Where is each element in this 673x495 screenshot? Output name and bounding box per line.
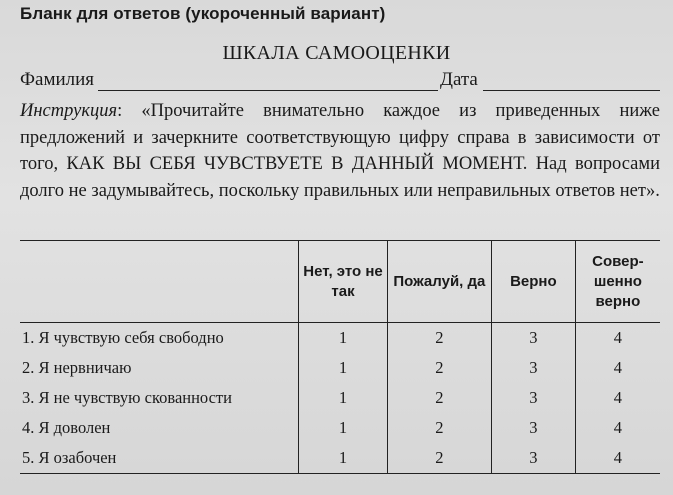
instruction-label: Инструкция [20,101,118,121]
sheet-heading: Бланк для ответов (укороченный вариант) [20,4,386,23]
table-row [20,383,660,413]
rating-option[interactable]: 3 [491,383,575,413]
rating-option[interactable]: 3 [491,443,575,474]
rating-option[interactable]: 3 [491,353,575,383]
statement-cell: 1. Я чувствую себя свободно [22,328,224,347]
surname-label: Фамилия [20,69,95,90]
rating-option[interactable]: 2 [387,383,491,413]
rating-option[interactable]: 3 [491,413,575,443]
surname-line [98,90,438,91]
rating-option[interactable]: 1 [299,413,388,443]
date-label: Дата [440,69,478,90]
date-line [483,90,660,91]
scale-title: ШКАЛА САМООЦЕНКИ [222,42,451,64]
header-statement [20,241,299,323]
instruction-body: «Прочитайте внимательно каждое из приведенных ниже предложений и зачеркните соответствующую цифру справа в зависимости от того, КАК ВЫ СЕБЯ ЧУВСТВУЕТЕ В ДАННЫЙ МОМЕНТ. Над вопросами долго не задумывайтесь, поскольку правильных или неправильных ответов нет». [20,101,660,201]
rating-option[interactable]: 2 [387,443,491,474]
rating-option[interactable]: 2 [387,413,491,443]
rating-option[interactable]: 2 [387,323,491,354]
rating-option[interactable]: 1 [299,443,388,474]
rating-option[interactable]: 1 [299,323,388,354]
instruction-text [20,98,660,204]
rating-option[interactable]: 4 [575,353,660,383]
rating-option[interactable]: 4 [575,413,660,443]
rating-table [20,240,660,474]
header-true: Верно [491,241,575,323]
instruction-colon: : [117,101,123,121]
rating-option[interactable]: 4 [575,383,660,413]
statement-cell: 3. Я не чувствую скованности [22,388,232,407]
name-date-row [20,69,660,93]
header-not-so: Нет, это не так [299,241,388,323]
rating-option[interactable]: 3 [491,323,575,354]
statement-cell: 2. Я нервничаю [22,358,132,377]
table-row [20,443,660,474]
rating-option[interactable]: 4 [575,323,660,354]
rating-option[interactable]: 1 [299,353,388,383]
rating-option[interactable]: 1 [299,383,388,413]
table-row [20,353,660,383]
table-row [20,323,660,354]
table-header-row [20,241,660,323]
table-row [20,413,660,443]
rating-option[interactable]: 2 [387,353,491,383]
rating-option[interactable]: 4 [575,443,660,474]
header-absolutely-true: Совер-шенно верно [575,241,660,323]
statement-cell: 5. Я озабочен [20,443,299,474]
header-perhaps: Пожалуй, да [387,241,491,323]
statement-cell: 4. Я доволен [22,418,111,437]
